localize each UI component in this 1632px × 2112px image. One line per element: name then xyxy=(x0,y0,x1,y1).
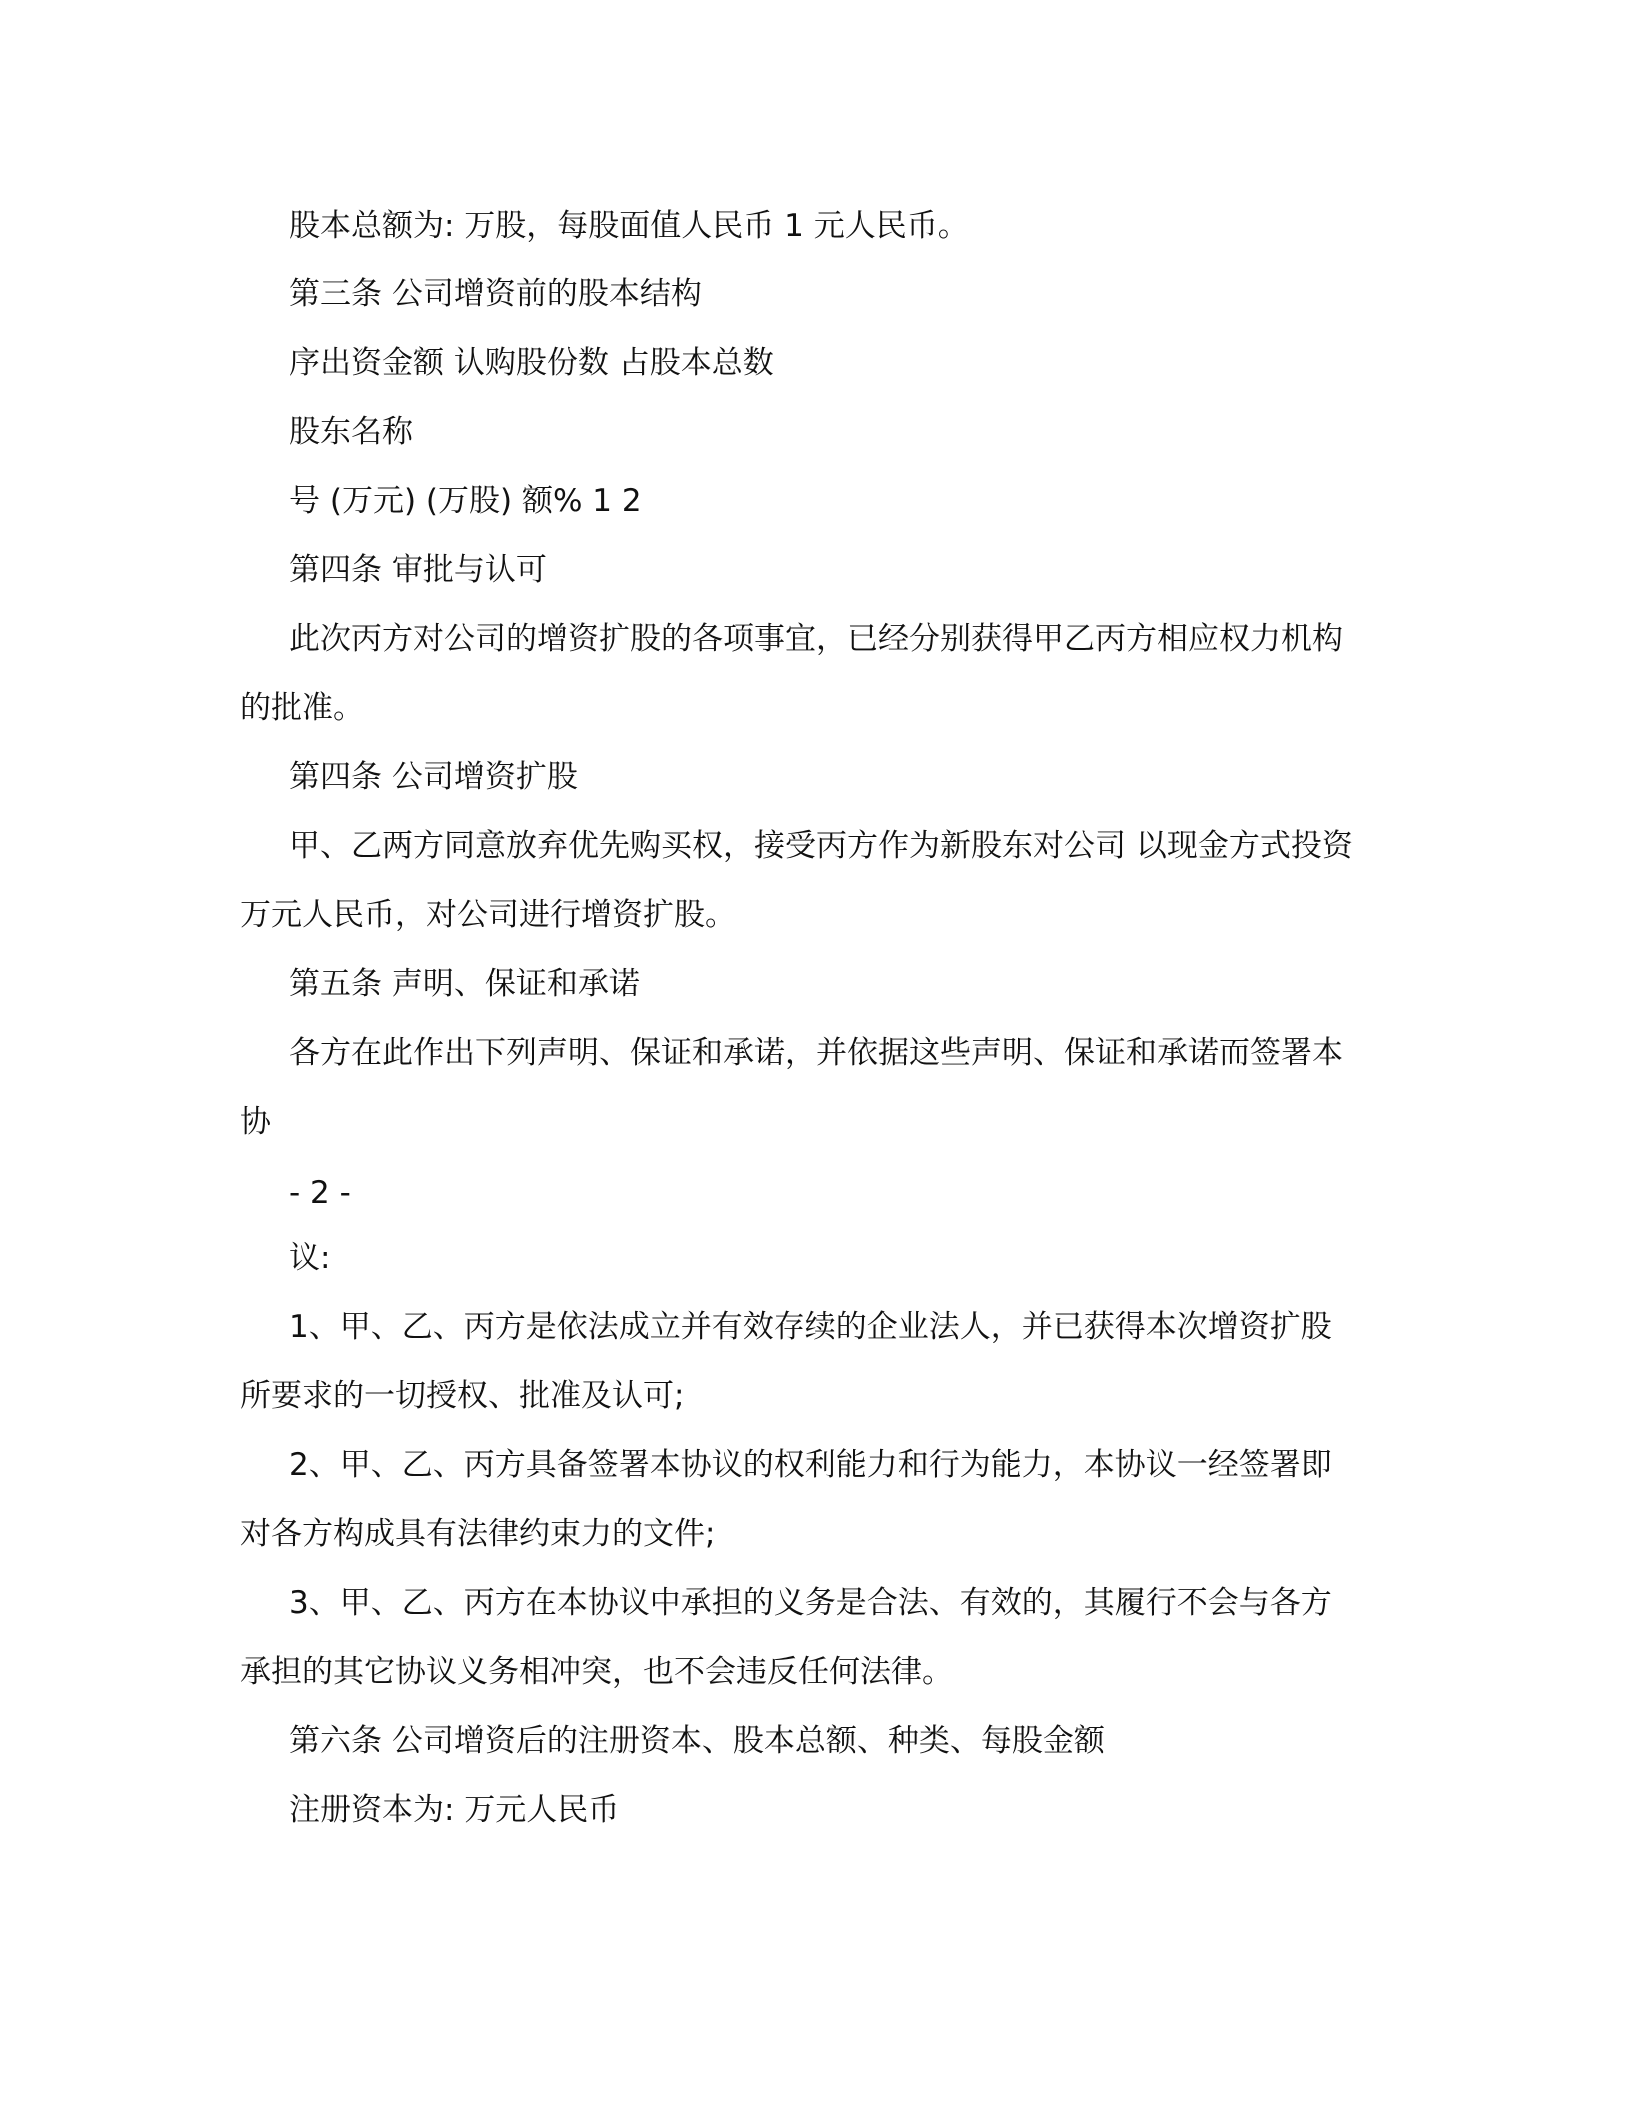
share-capital-total-line: 股本总额为: 万股，每股面值人民币 1 元人民币。 xyxy=(289,208,969,244)
approval-paragraph-line-1: 此次丙方对公司的增资扩股的各项事宜，已经分别获得甲乙丙方相应权力机构 xyxy=(289,621,1343,657)
clause-2-line-1: 2、甲、乙、丙方具备签署本协议的权利能力和行为能力，本协议一经签署即 xyxy=(289,1447,1332,1483)
clause-3-line-1: 3、甲、乙、丙方在本协议中承担的义务是合法、有效的，其履行不会与各方 xyxy=(289,1585,1332,1621)
page-number: - 2 - xyxy=(289,1175,351,1211)
clause-1-line-2: 所要求的一切授权、批准及认可; xyxy=(240,1378,685,1414)
shareholder-name-label: 股东名称 xyxy=(289,414,413,450)
table-header-line: 序出资金额 认购股份数 占股本总数 xyxy=(289,345,774,381)
clause-3-line-2: 承担的其它协议义务相冲突，也不会违反任何法律。 xyxy=(240,1654,953,1690)
table-units-line: 号 (万元) (万股) 额% 1 2 xyxy=(289,483,642,519)
approval-paragraph-line-2: 的批准。 xyxy=(240,690,364,726)
registered-capital-line: 注册资本为: 万元人民币 xyxy=(289,1792,620,1828)
clause-2-line-2: 对各方构成具有法律约束力的文件; xyxy=(240,1516,716,1552)
declaration-paragraph-line-2: 协 xyxy=(240,1104,271,1140)
article-4-approval-heading: 第四条 审批与认可 xyxy=(289,552,547,588)
article-5-heading: 第五条 声明、保证和承诺 xyxy=(289,966,640,1002)
agreement-continuation: 议: xyxy=(289,1240,331,1276)
article-4-capital-increase-heading: 第四条 公司增资扩股 xyxy=(289,759,578,795)
declaration-paragraph-line-1: 各方在此作出下列声明、保证和承诺，并依据这些声明、保证和承诺而签署本 xyxy=(289,1035,1343,1071)
clause-1-line-1: 1、甲、乙、丙方是依法成立并有效存续的企业法人，并已获得本次增资扩股 xyxy=(289,1309,1332,1345)
capital-increase-paragraph-line-2: 万元人民币，对公司进行增资扩股。 xyxy=(240,897,736,933)
article-3-heading: 第三条 公司增资前的股本结构 xyxy=(289,276,702,312)
capital-increase-paragraph-line-1: 甲、乙两方同意放弃优先购买权，接受丙方作为新股东对公司 以现金方式投资 xyxy=(289,828,1353,864)
article-6-heading: 第六条 公司增资后的注册资本、股本总额、种类、每股金额 xyxy=(289,1723,1105,1759)
